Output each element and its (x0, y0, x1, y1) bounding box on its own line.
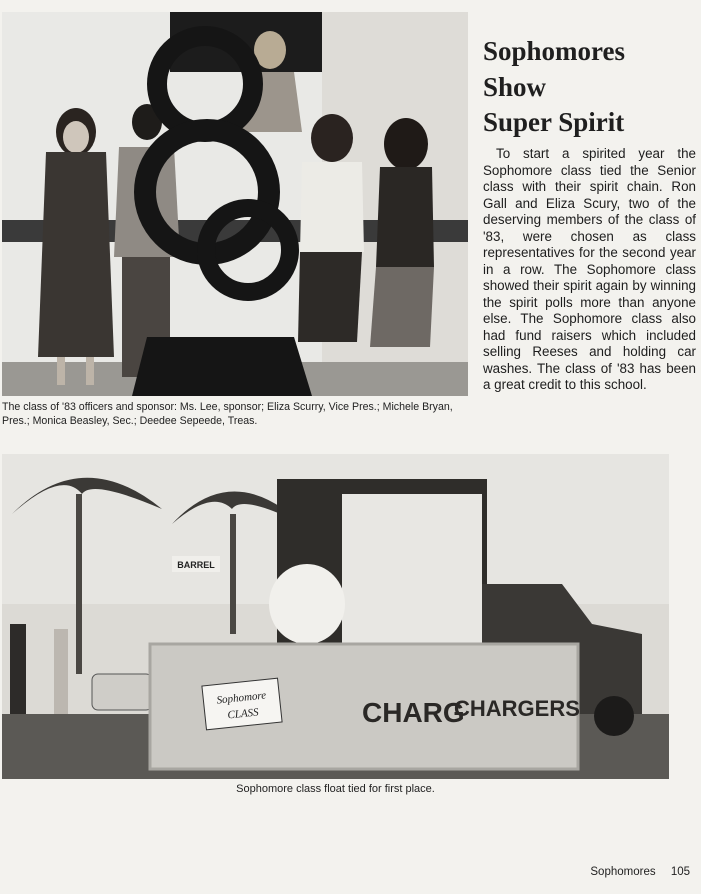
page-number: 105 (670, 866, 690, 878)
float-photo-caption: Sophomore class float tied for first place. (236, 783, 435, 795)
headline-line-1: Sophomores (483, 36, 626, 66)
officers-photo (2, 12, 468, 396)
officers-photo-caption: The class of '83 officers and sponsor: Ms. Lee, sponsor; Eliza Scurry, Vice Pres.; Michele Bryan, Pres.; Monica Beasley, Sec.; Deedee Sepeede, Treas. (2, 401, 453, 427)
footer-section-label: Sophomores (590, 866, 656, 878)
float-side-text-a: CHARG (362, 697, 465, 728)
float-sign-line-2: CLASS (226, 706, 260, 722)
page-headline (483, 34, 693, 141)
headline-line-3: Super Spirit (483, 107, 625, 137)
float-side-text-b: CHARGERS (454, 696, 580, 721)
float-sign-line-1: Sophomore (216, 689, 267, 707)
article-body: To start a spirited year the Sophomore class tied the Senior class with their spirit chain. Ron Gall and Eliza Scury, two of the deserving members of the class of '83, were chosen as class representatives for the second year in a row. The Sophomore class showed their spirit again by winning the spirit polls more than anyone else. The Sophomore class also had fund raisers which included selling Reeses and holding car washes. The class of '83 has been a great credit to this school. (483, 146, 696, 392)
float-photo (2, 454, 669, 779)
storefront-sign: BARREL (177, 560, 215, 570)
headline-line-2: Show (483, 71, 547, 102)
page-footer (540, 866, 690, 878)
